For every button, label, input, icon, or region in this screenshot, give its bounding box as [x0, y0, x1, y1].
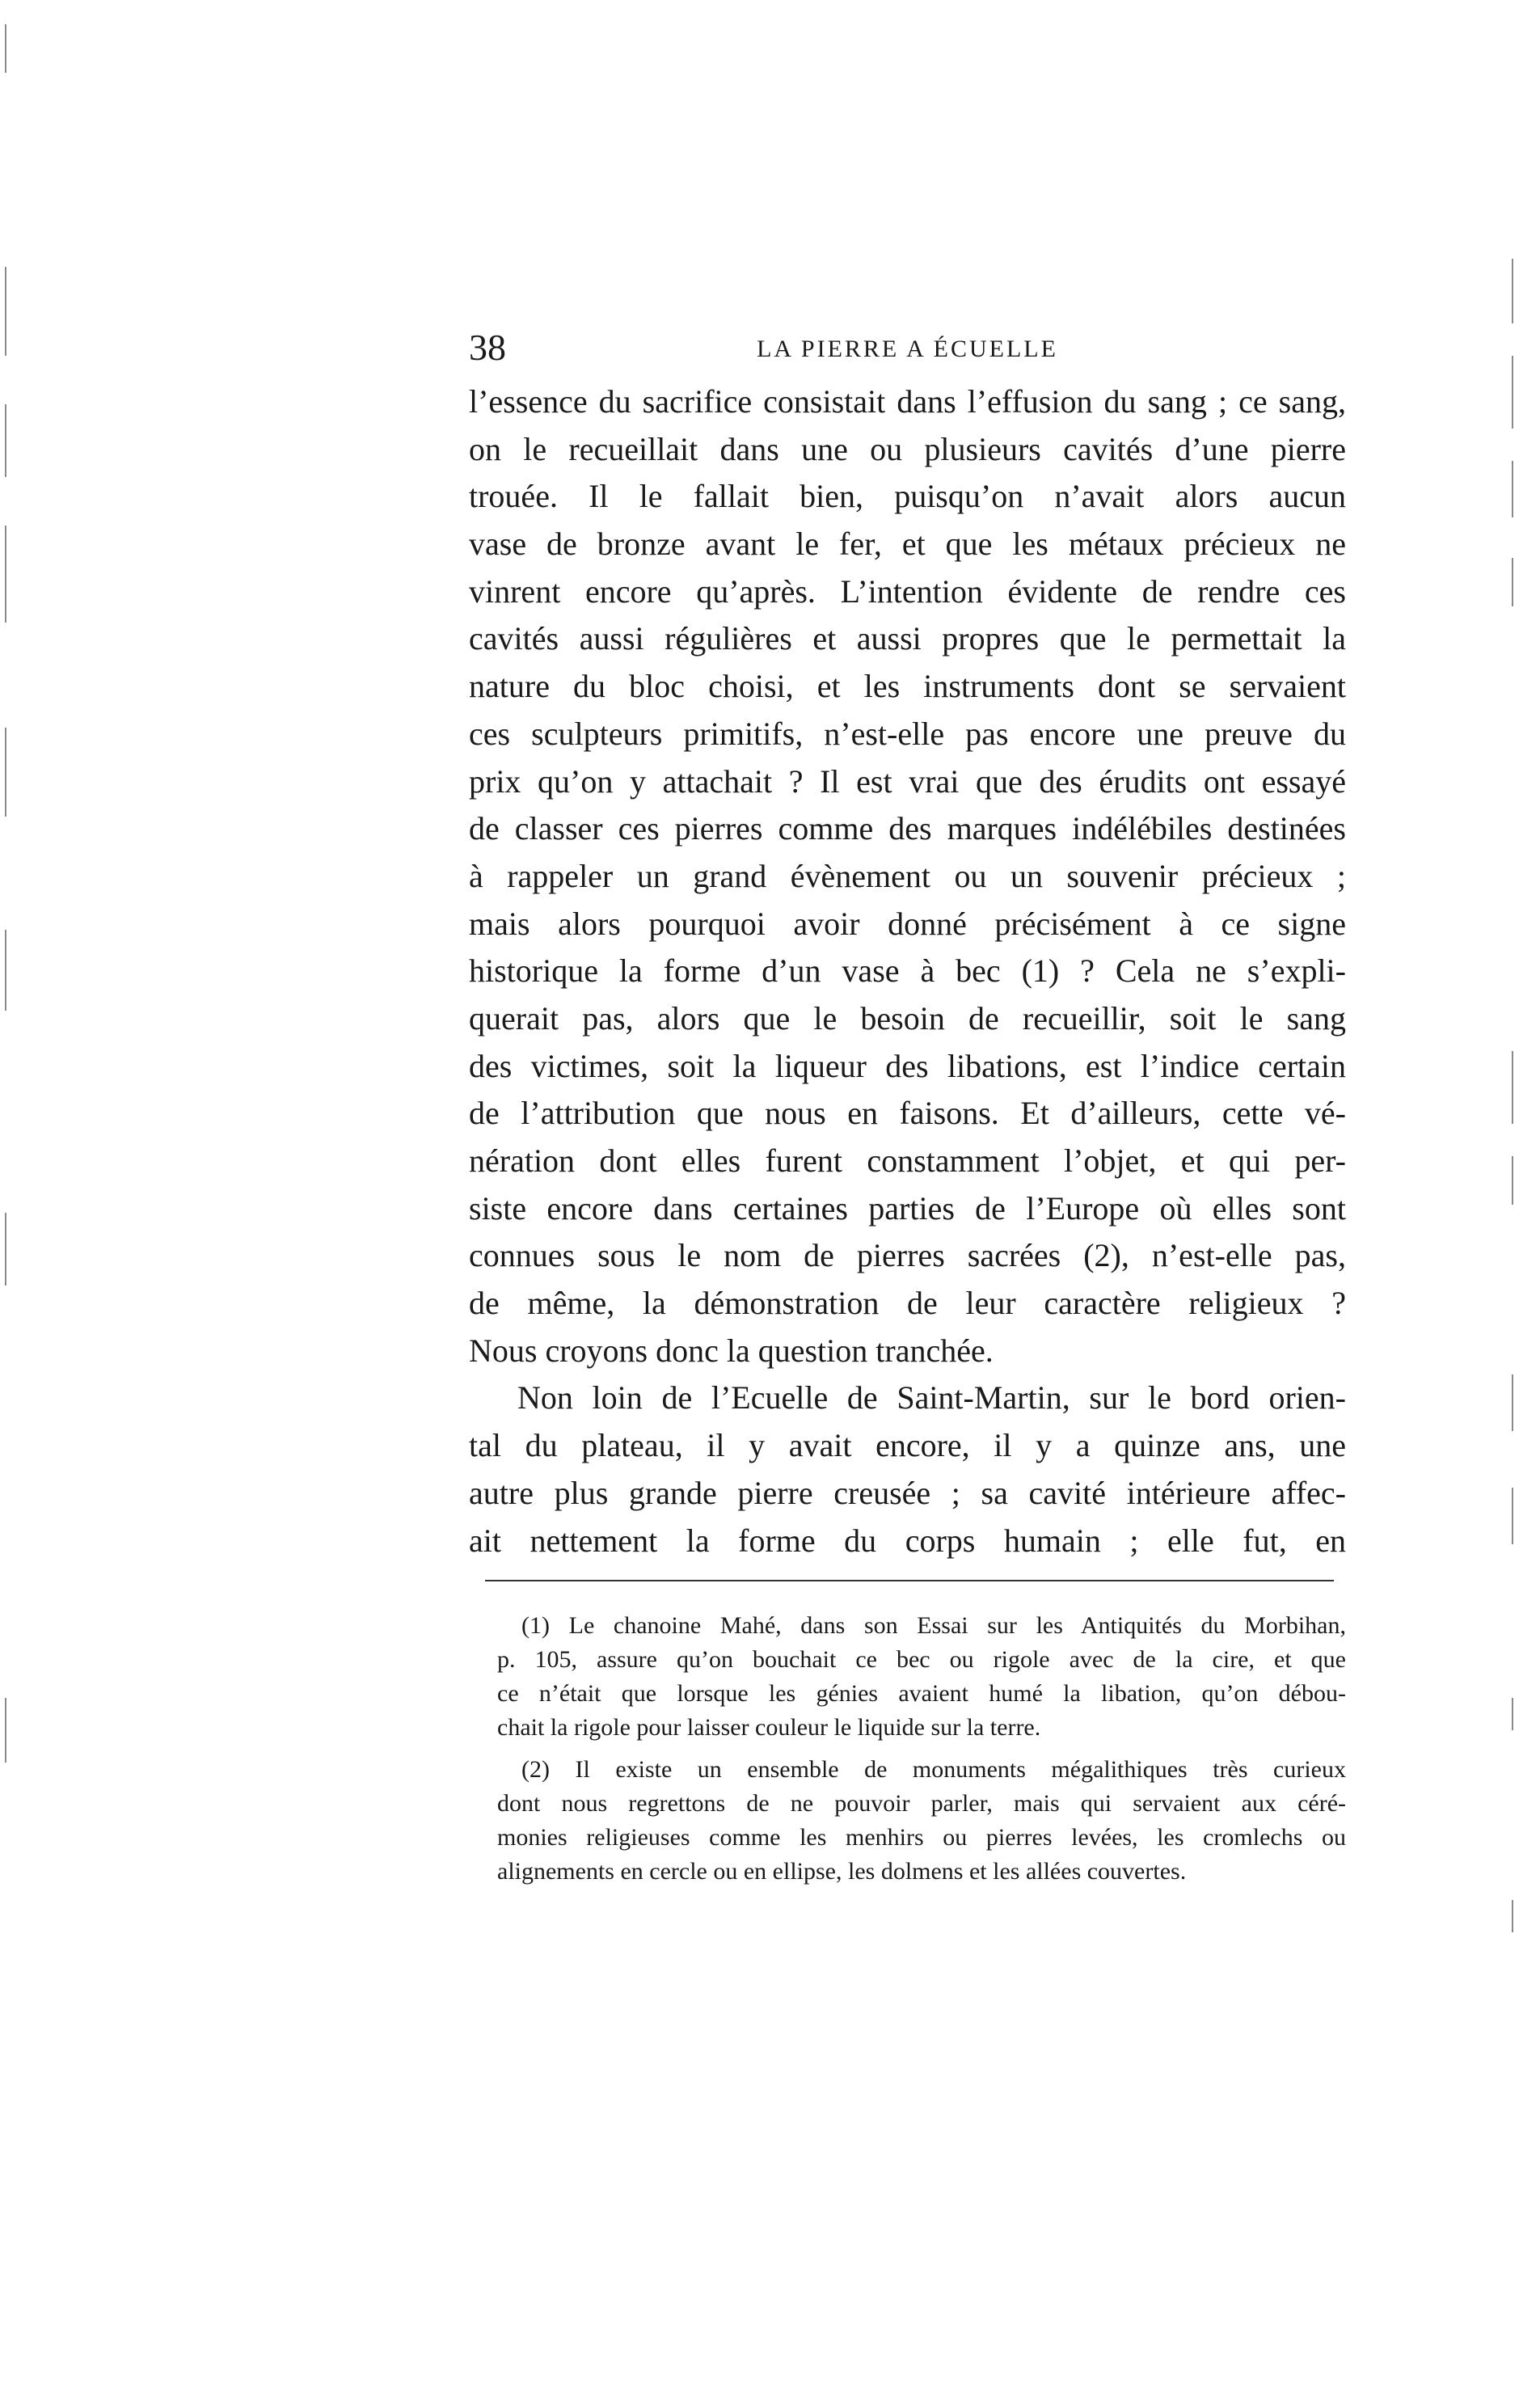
scan-mark [5, 728, 6, 817]
body-line: cavités aussi régulières et aussi propres que le permettait la [469, 620, 1346, 657]
scan-mark [1512, 259, 1513, 323]
body-line: on le recueillait dans une ou plusieurs cavités d’une pierre [469, 430, 1346, 467]
body-line: Nous croyons donc la question tranchée. [469, 1332, 994, 1369]
scan-mark [5, 930, 6, 1011]
body-line: de l’attribution que nous en faisons. Et d’ailleurs, cette vé- [469, 1095, 1346, 1132]
body-line: l’essence du sacrifice consistait dans l’effusion du sang ; ce sang, [469, 383, 1346, 420]
scan-mark [5, 1698, 6, 1763]
scan-mark [5, 267, 6, 356]
scan-mark [1512, 1698, 1513, 1730]
footnote-1-line: (1) Le chanoine Mahé, dans son Essai sur les Antiquités du Morbihan, [521, 1612, 1346, 1639]
body-line: Non loin de l’Ecuelle de Saint-Martin, sur le bord orien- [517, 1379, 1346, 1417]
body-line: de même, la démonstration de leur caractère religieux ? [469, 1285, 1346, 1322]
footnote-2-line: alignements en cercle ou en ellipse, les dolmens et les allées couvertes. [497, 1858, 1187, 1885]
body-line: nature du bloc choisi, et les instruments dont se servaient [469, 668, 1346, 705]
running-title: LA PIERRE A ÉCUELLE [757, 336, 1058, 362]
footnote-1-line: ce n’était que lorsque les génies avaient humé la libation, qu’on débou- [497, 1680, 1346, 1707]
scan-mark [1512, 1900, 1513, 1932]
body-line: de classer ces pierres comme des marques indélébiles destinées [469, 810, 1346, 847]
body-line: à rappeler un grand évènement ou un souvenir précieux ; [469, 857, 1346, 894]
footnote-2-line: monies religieuses comme les menhirs ou pierres levées, les cromlechs ou [497, 1824, 1346, 1851]
footnote-rule [485, 1580, 1334, 1581]
body-line: siste encore dans certaines parties de l’Europe où elles sont [469, 1189, 1346, 1227]
body-line: vinrent encore qu’après. L’intention évidente de rendre ces [469, 572, 1346, 610]
body-line: nération dont elles furent constamment l’objet, et qui per- [469, 1142, 1346, 1179]
scan-mark [1512, 558, 1513, 606]
body-line: trouée. Il le fallait bien, puisqu’on n’avait alors aucun [469, 478, 1346, 515]
scan-mark [1512, 1488, 1513, 1544]
footnotes [497, 1609, 1346, 1889]
scan-mark [1512, 461, 1513, 517]
body-line: connues sous le nom de pierres sacrées (2), n’est-elle pas, [469, 1237, 1346, 1274]
footnote-2-line: dont nous regrettons de ne pouvoir parler, mais qui servaient aux céré- [497, 1790, 1346, 1817]
main-text [469, 378, 1346, 1564]
body-line: prix qu’on y attachait ? Il est vrai que des érudits ont essayé [469, 762, 1346, 800]
scan-mark [5, 526, 6, 623]
scan-mark [1512, 1051, 1513, 1124]
scan-mark [5, 24, 6, 73]
body-line: historique la forme d’un vase à bec (1) ? Cela ne s’expli- [469, 952, 1346, 990]
scan-mark [5, 404, 6, 477]
body-line: ces sculpteurs primitifs, n’est-elle pas encore une preuve du [469, 715, 1346, 752]
scan-mark [1512, 1156, 1513, 1205]
page-number: 38 [469, 327, 506, 368]
body-line: des victimes, soit la liqueur des libations, est l’indice certain [469, 1047, 1346, 1084]
footnote-gap [497, 1745, 1346, 1753]
scan-mark [1512, 356, 1513, 429]
body-line: querait pas, alors que le besoin de recueillir, soit le sang [469, 999, 1346, 1037]
body-line: vase de bronze avant le fer, et que les métaux précieux ne [469, 526, 1346, 563]
body-line: tal du plateau, il y avait encore, il y a quinze ans, une [469, 1427, 1346, 1464]
scan-mark [5, 1213, 6, 1286]
body-line: mais alors pourquoi avoir donné précisément à ce signe [469, 905, 1346, 942]
scan-mark [1512, 1374, 1513, 1431]
footnote-1-line: chait la rigole pour laisser couleur le liquide sur la terre. [497, 1714, 1041, 1741]
page-header [469, 323, 1346, 372]
footnote-2-line: (2) Il existe un ensemble de monuments mégalithiques très curieux [521, 1756, 1346, 1783]
footnote-1-line: p. 105, assure qu’on bouchait ce bec ou rigole avec de la cire, et que [497, 1646, 1346, 1673]
body-line: ait nettement la forme du corps humain ; elle fut, en [469, 1522, 1346, 1559]
body-line: autre plus grande pierre creusée ; sa cavité intérieure affec- [469, 1474, 1346, 1511]
